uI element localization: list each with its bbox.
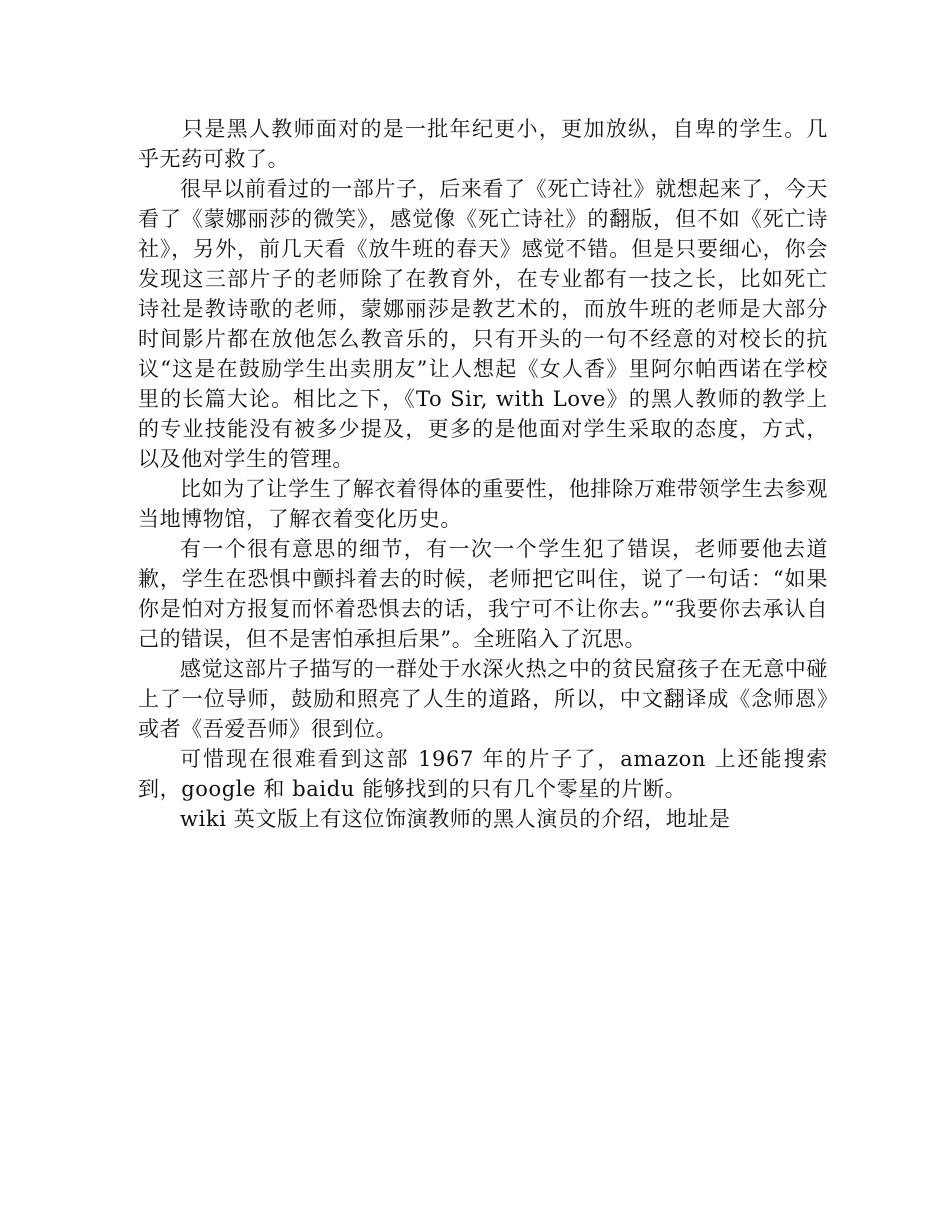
paragraph: 很早以前看过的一部片子，后来看了《死亡诗社》就想起来了，今天看了《蒙娜丽莎的微笑》，感觉像《死亡诗社》的翻版，但不如《死亡诗社》，另外，前几天看《放牛班的春天》感觉不错。但是只要细心，你会发现这三部片子的老师除了在教育外，在专业都有一技之长，比如死亡诗社是教诗歌的老师，蒙娜丽莎是教艺术的，而放牛班的老师是大部分时间影片都在放他怎么教音乐的，只有开头的一句不经意的对校长的抗议“这是在鼓励学生出卖朋友”让人想起《女人香》里阿尔帕西诺在学校里的长篇大论。相比之下，《To Sir, with Love》的黑人教师的教学上的专业技能没有被多少提及，更多的是他面对学生采取的态度，方式，以及他对学生的管理。: [138, 177, 828, 471]
paragraph: 有一个很有意思的细节，有一次一个学生犯了错误，老师要他去道歉，学生在恐惧中颤抖着去的时候，老师把它叫住，说了一句话：“如果你是怕对方报复而怀着恐惧去的话，我宁可不让你去。”“我要你去承认自己的错误，但不是害怕承担后果”。全班陷入了沉思。: [138, 537, 828, 651]
paragraph: 只是黑人教师面对的是一批年纪更小，更加放纵，自卑的学生。几乎无药可救了。: [138, 117, 828, 171]
paragraph: 比如为了让学生了解衣着得体的重要性，他排除万难带领学生去参观当地博物馆，了解衣着变化历史。: [138, 477, 828, 531]
article-body: [138, 114, 828, 834]
paragraph: wiki 英文版上有这位饰演教师的黑人演员的介绍，地址是: [180, 807, 731, 831]
paragraph: 可惜现在很难看到这部 1967 年的片子了，amazon 上还能搜索到，google 和 baidu 能够找到的只有几个零星的片断。: [138, 747, 828, 801]
paragraph: 感觉这部片子描写的一群处于水深火热之中的贫民窟孩子在无意中碰上了一位导师，鼓励和照亮了人生的道路，所以，中文翻译成《念师恩》或者《吾爱吾师》很到位。: [138, 657, 828, 741]
